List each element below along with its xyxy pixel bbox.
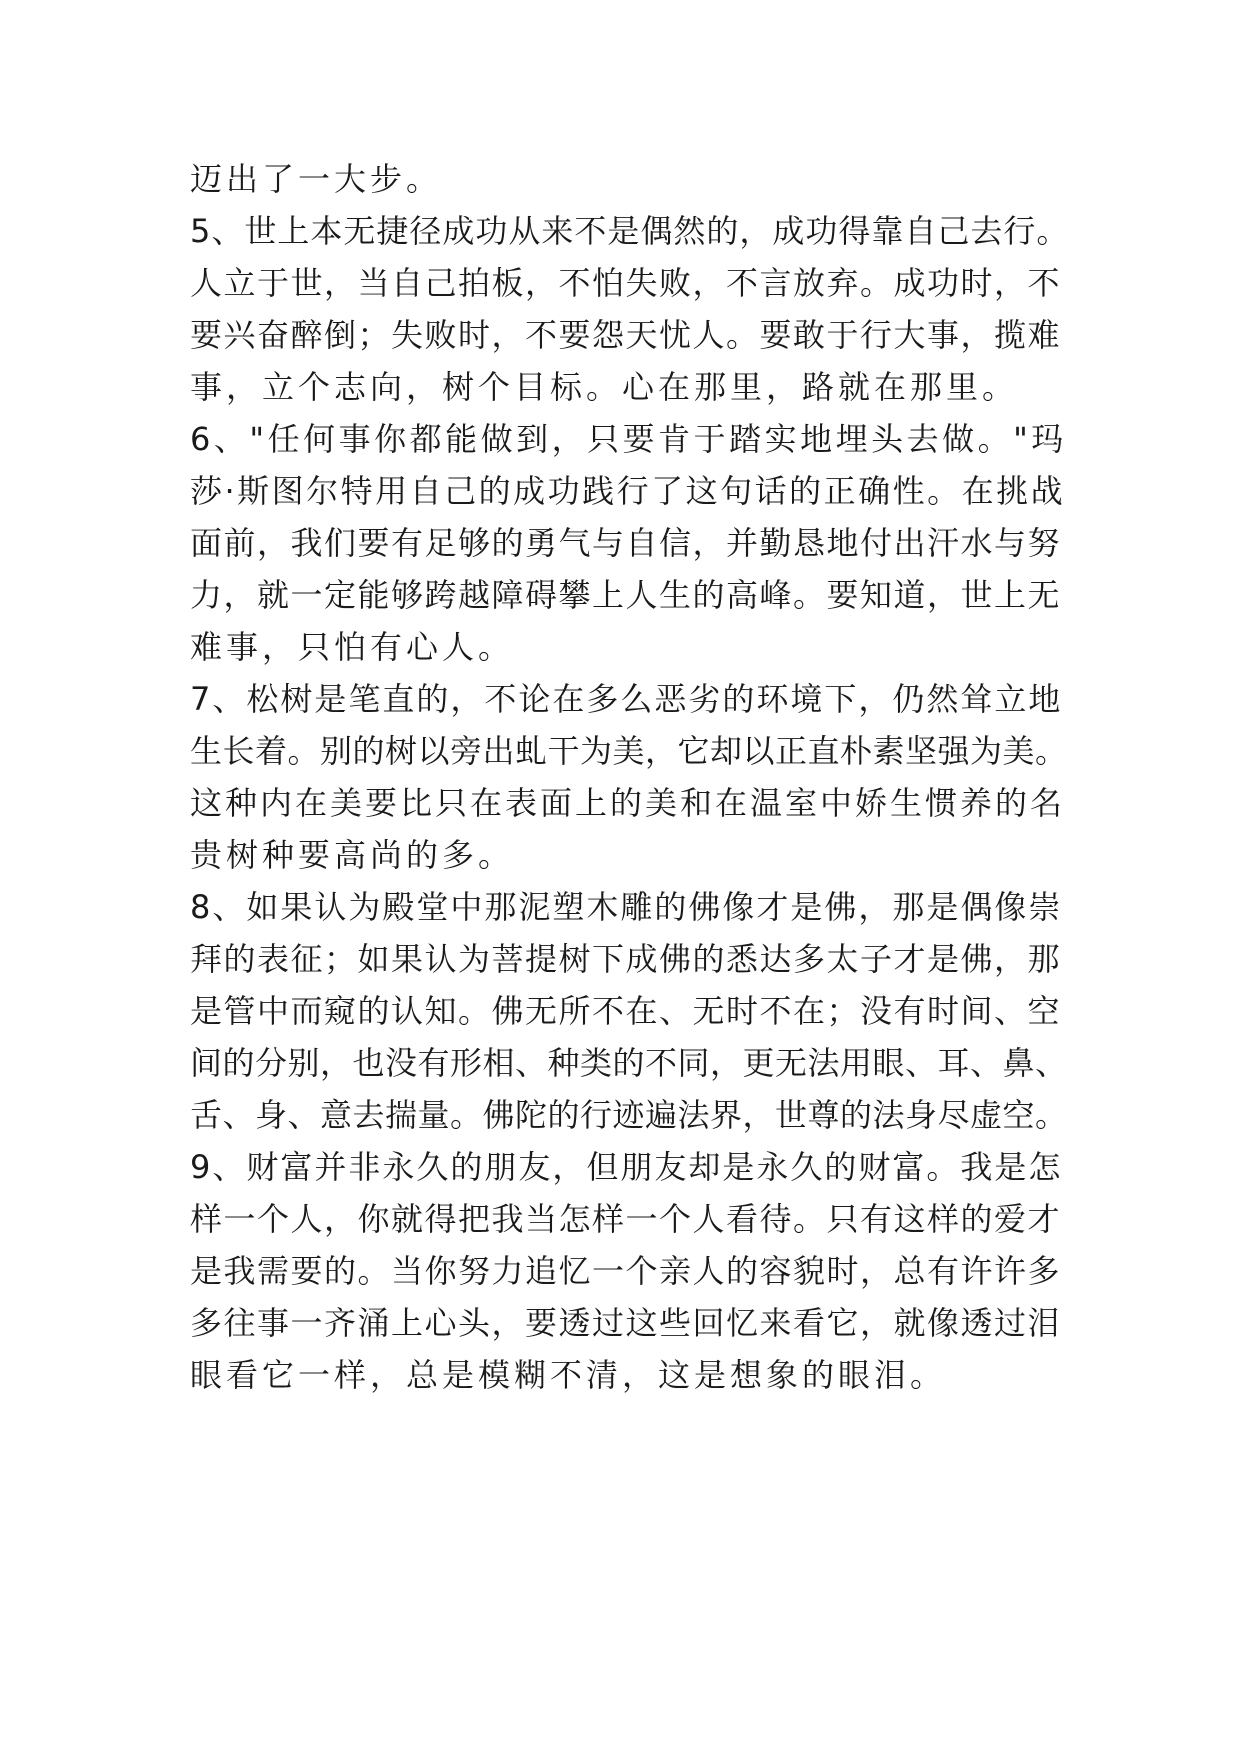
text-line: 力，就一定能够跨越障碍攀上人生的高峰。要知道，世上无	[190, 576, 1062, 614]
text-line: 9、财富并非永久的朋友，但朋友却是永久的财富。我是怎	[190, 1148, 1063, 1186]
text-line: 是我需要的。当你努力追忆一个亲人的容貌时，总有许许多	[190, 1252, 1062, 1290]
text-line: 面前，我们要有足够的勇气与自信，并勤恳地付出汗水与努	[190, 524, 1062, 562]
text-line: 贵树种要高尚的多。	[190, 836, 515, 874]
text-line: 7、松树是笔直的，不论在多么恶劣的环境下，仍然耸立地	[190, 680, 1063, 718]
text-line: 要兴奋醉倒；失败时，不要怨天忧人。要敢于行大事，揽难	[190, 316, 1062, 354]
text-line: 样一个人，你就得把我当怎样一个人看待。只有这样的爱才	[190, 1200, 1062, 1238]
text-line: 多往事一齐涌上心头，要透过这些回忆来看它，就像透过泪	[190, 1304, 1062, 1342]
text-line: 难事，只怕有心人。	[190, 628, 515, 666]
text-line: 生长着。别的树以旁出虬干为美，它却以正直朴素坚强为美。	[190, 732, 1068, 770]
text-line: 人立于世，当自己拍板，不怕失败，不言放弃。成功时，不	[190, 264, 1062, 302]
text-line: 莎·斯图尔特用自己的成功践行了这句话的正确性。在挑战	[190, 472, 1066, 510]
text-line: 眼看它一样，总是模糊不清，这是想象的眼泪。	[190, 1356, 947, 1394]
text-line: 这种内在美要比只在表面上的美和在温室中娇生惯养的名	[190, 784, 1066, 822]
text-line: 事，立个志向，树个目标。心在那里，路就在那里。	[190, 368, 1019, 406]
text-line: 拜的表征；如果认为菩提树下成佛的悉达多太子才是佛，那	[190, 940, 1062, 978]
text-line: 6、"任何事你都能做到，只要肯于踏实地埋头去做。"玛	[190, 420, 1067, 458]
text-line: 间的分别，也没有形相、种类的不同，更无法用眼、耳、鼻、	[190, 1044, 1068, 1082]
text-line: 舌、身、意去揣量。佛陀的行迹遍法界，世尊的法身尽虚空。	[190, 1096, 1068, 1134]
text-line: 5、世上本无捷径成功从来不是偶然的，成功得靠自己去行。	[190, 212, 1070, 250]
text-line: 迈出了一大步。	[190, 160, 443, 198]
text-line: 是管中而窥的认知。佛无所不在、无时不在；没有时间、空	[190, 992, 1062, 1030]
text-line: 8、如果认为殿堂中那泥塑木雕的佛像才是佛，那是偶像崇	[190, 888, 1063, 926]
body-text	[190, 153, 1070, 1401]
